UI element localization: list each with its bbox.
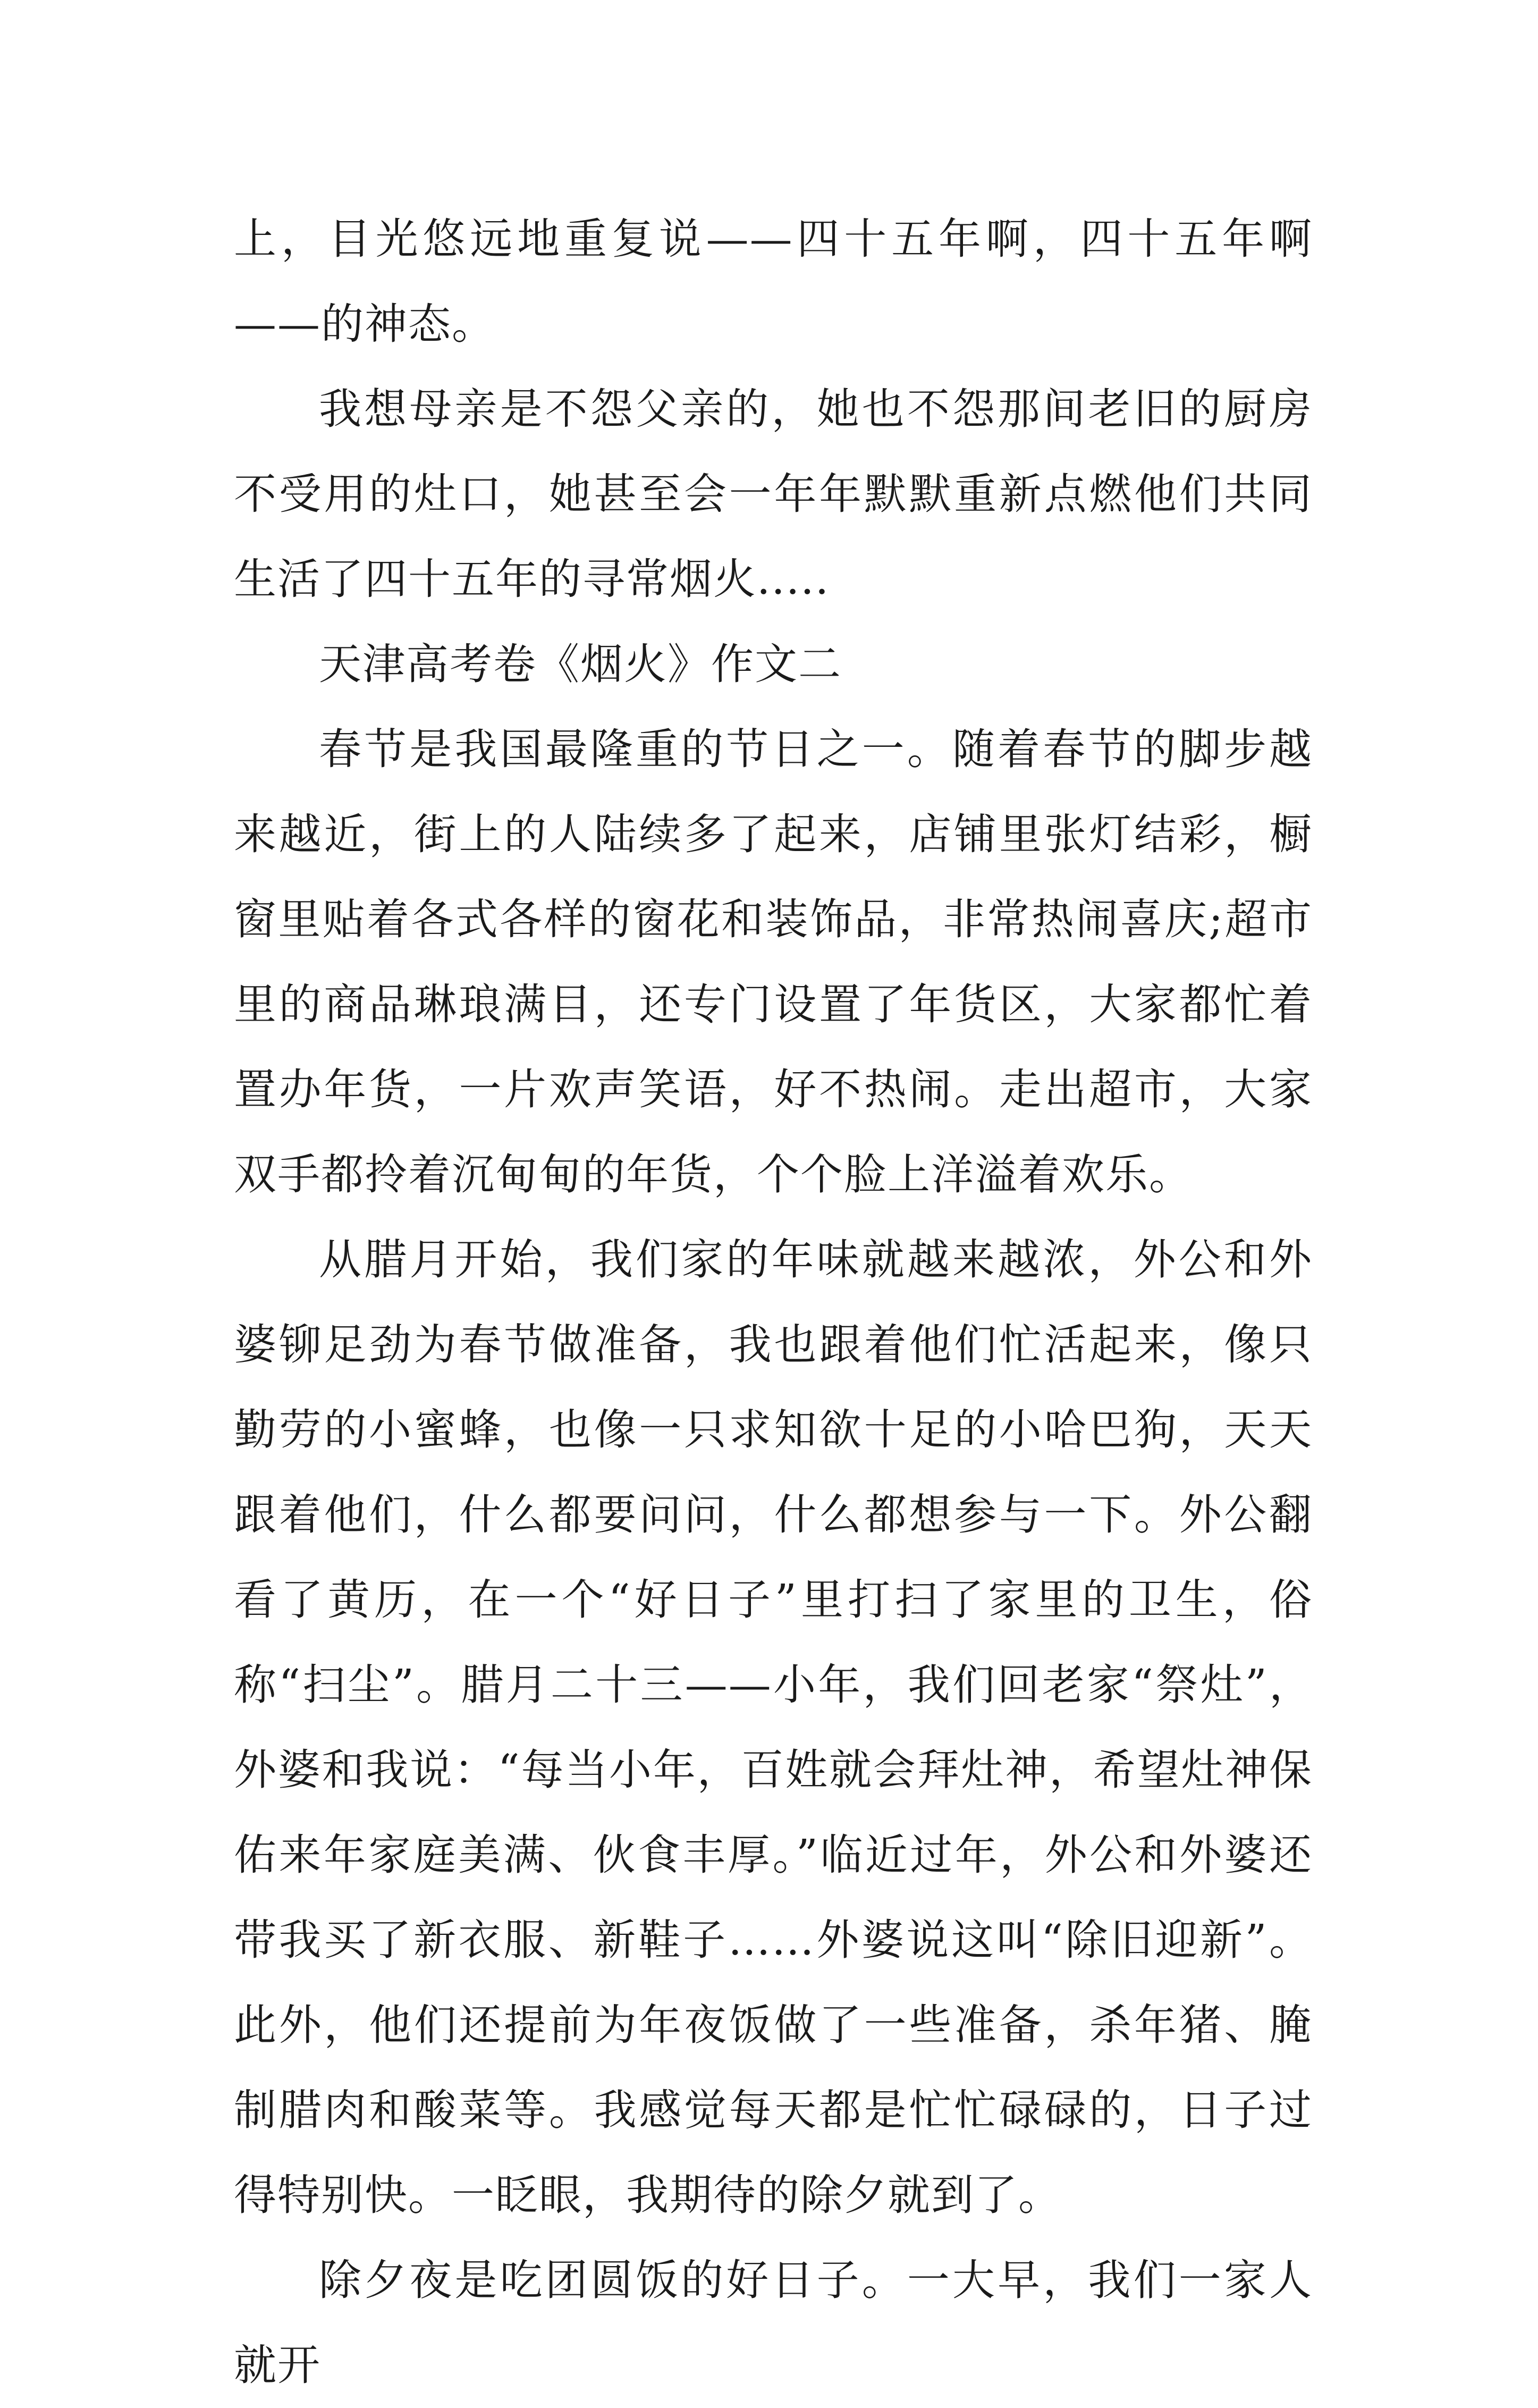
paragraph-new-years-eve: 除夕夜是吃团圆饭的好日子。一大早，我们一家人就开 <box>234 2255 1313 2390</box>
essay-heading: 天津高考卷《烟火》作文二 <box>319 639 842 689</box>
paragraph-continuation: 上，目光悠远地重复说——四十五年啊，四十五年啊——的神态。 <box>234 214 1313 349</box>
paragraph-mother: 我想母亲是不怨父亲的，她也不怨那间老旧的厨房不受用的灶口，她甚至会一年年默默重新点燃他们共同生活了四十五年的寻常烟火..... <box>234 384 1313 604</box>
paragraph-preparations: 从腊月开始，我们家的年味就越来越浓，外公和外婆铆足劲为春节做准备，我也跟着他们忙活起来，像只勤劳的小蜜蜂，也像一只求知欲十足的小哈巴狗，天天跟着他们，什么都要问问，什么都想参与一下。外公翻看了黄历，在一个“好日子”里打扫了家里的卫生，俗称“扫尘”。腊月二十三——小年，我们回老家“祭灶”，外婆和我说：“每当小年，百姓就会拜灶神，希望灶神保佑来年家庭美满、伙食丰厚。”临近过年，外公和外婆还带我买了新衣服、新鞋子……外婆说这叫“除旧迎新”。此外，他们还提前为年夜饭做了一些准备，杀年猪、腌制腊肉和酸菜等。我感觉每天都是忙忙碌碌的，日子过得特别快。一眨眼，我期待的除夕就到了。 <box>234 1235 1313 2220</box>
document-body <box>234 197 1313 2408</box>
paragraph-spring-festival: 春节是我国最隆重的节日之一。随着春节的脚步越来越近，街上的人陆续多了起来，店铺里张灯结彩，橱窗里贴着各式各样的窗花和装饰品，非常热闹喜庆;超市里的商品琳琅满目，还专门设置了年货区，大家都忙着置办年货，一片欢声笑语，好不热闹。走出超市，大家双手都拎着沉甸甸的年货，个个脸上洋溢着欢乐。 <box>234 725 1313 1199</box>
